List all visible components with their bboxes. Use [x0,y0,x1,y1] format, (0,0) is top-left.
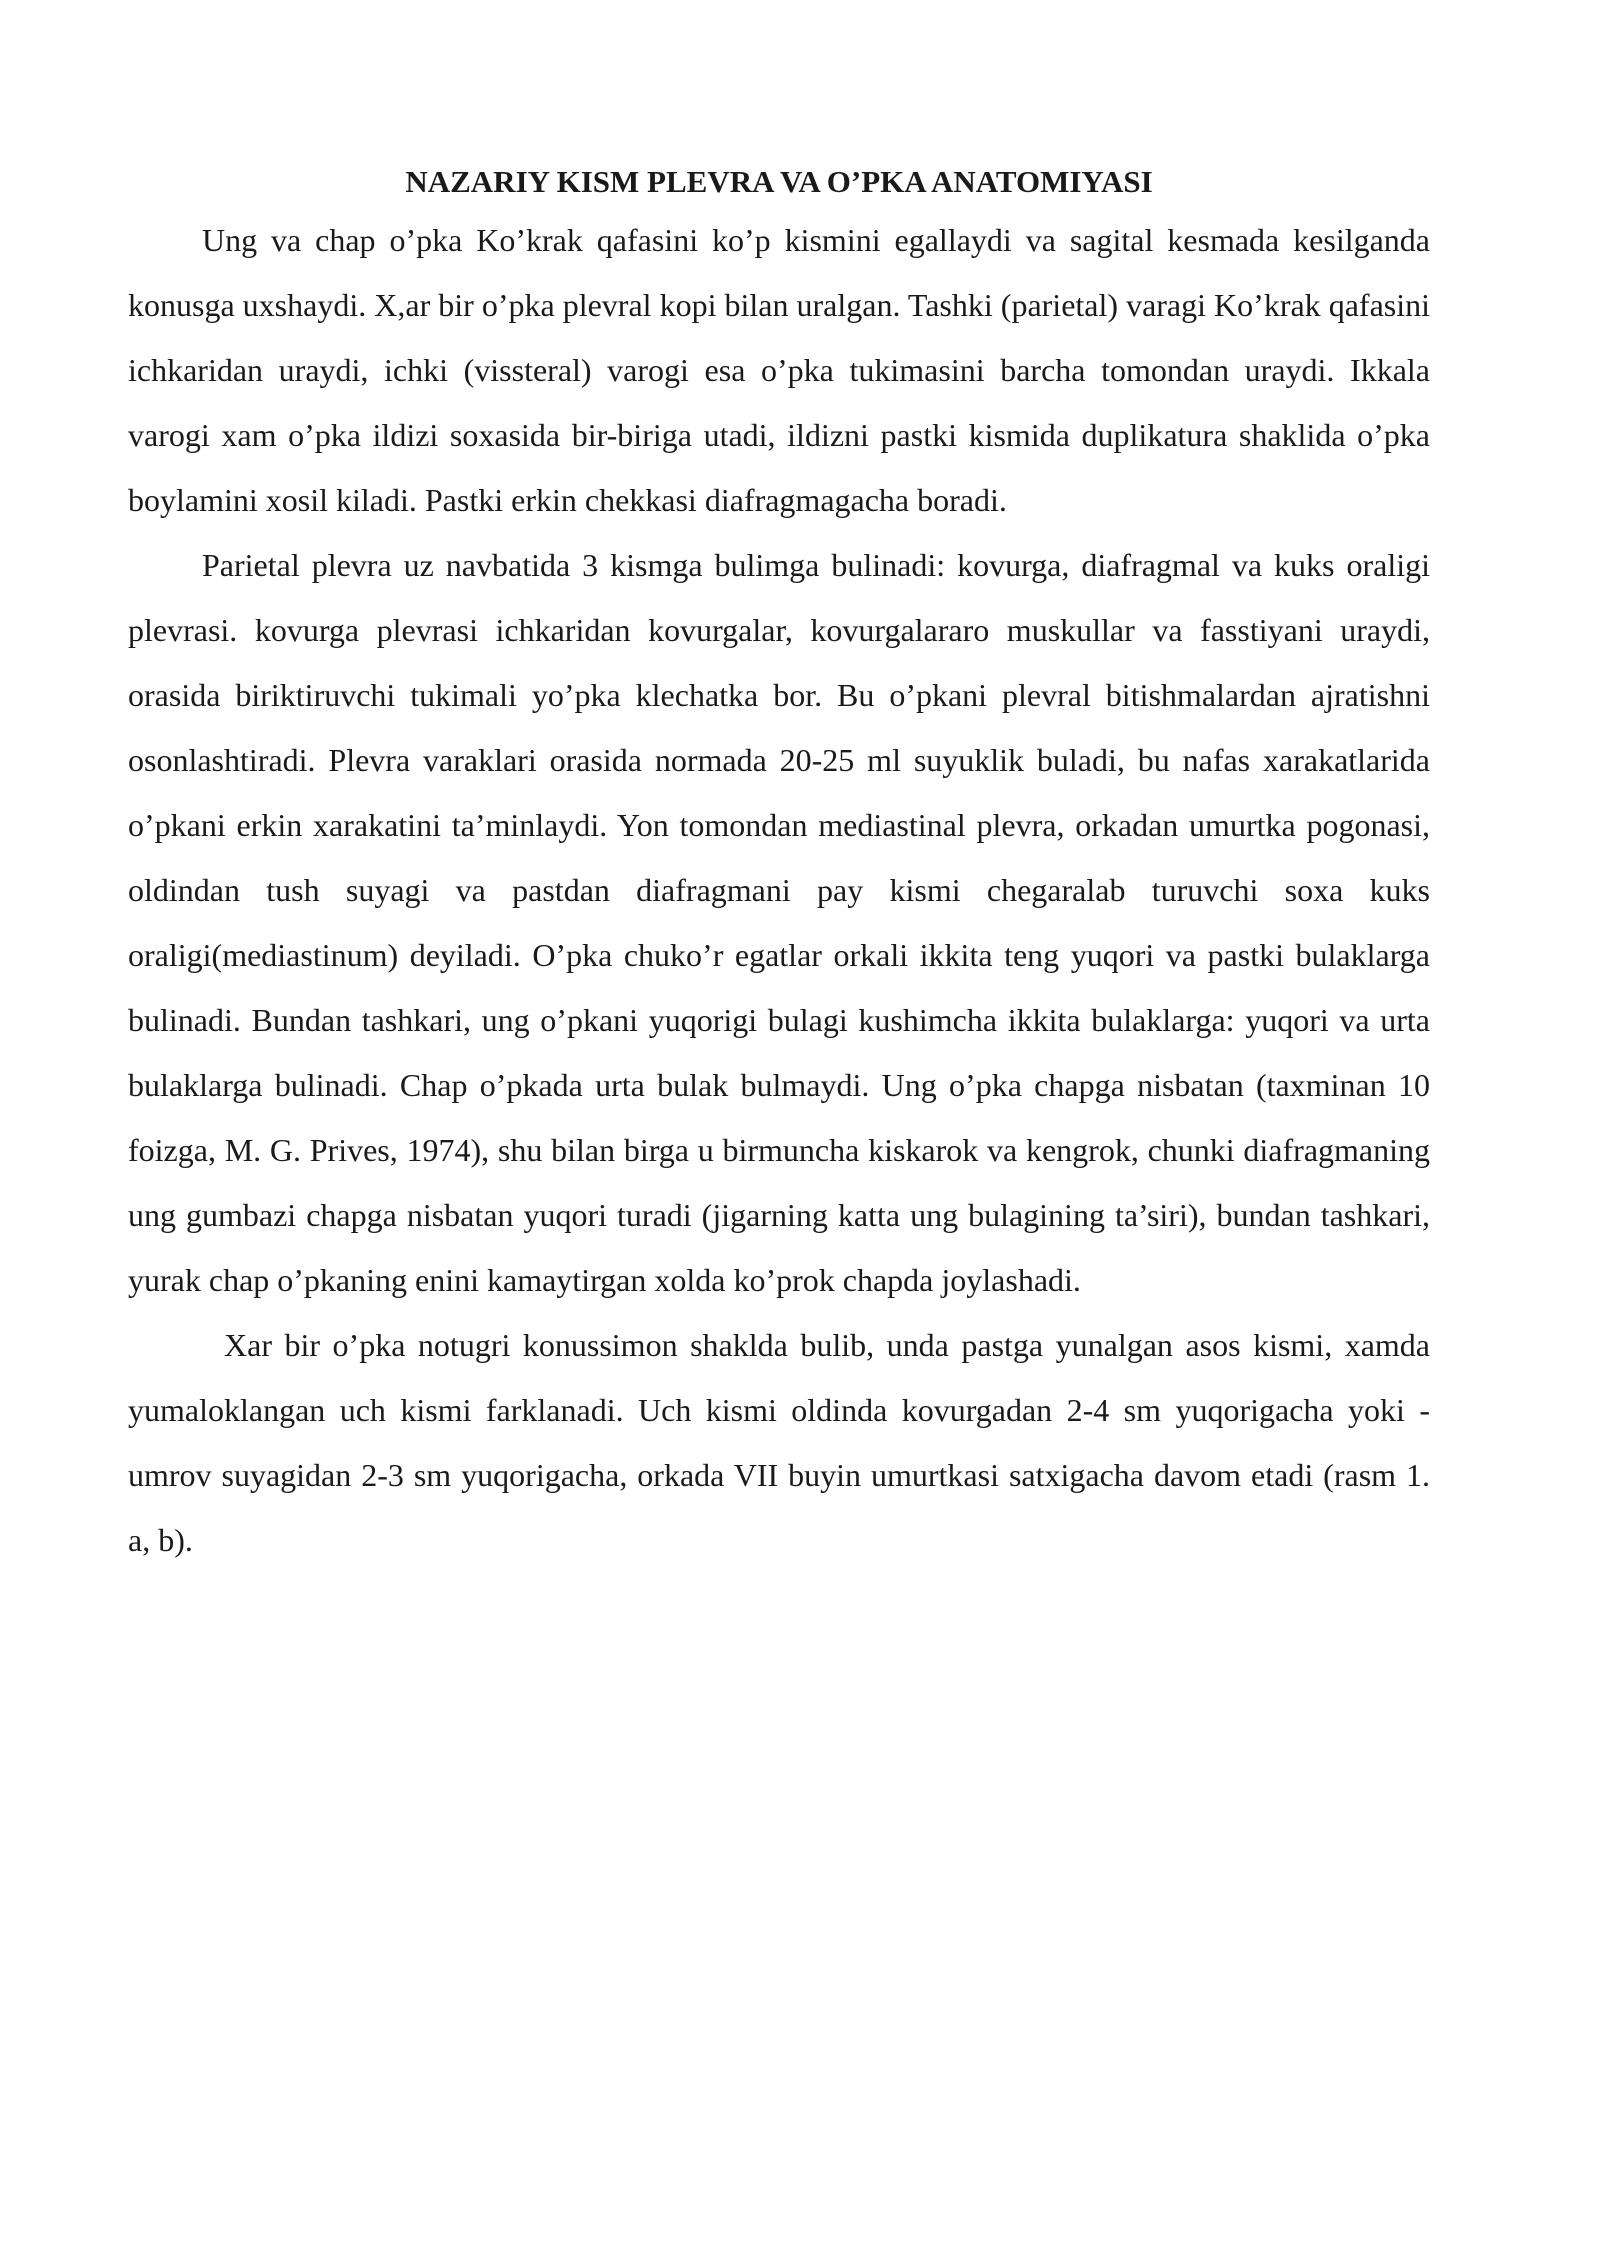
paragraph-lung-shape: Xar bir o’pka notugri konussimon shaklda bulib, unda pastga yunalgan asos kismi, xamda yumaloklangan uch kismi farklanadi. Uch kismi oldinda kovurgadan 2-4 sm yuqorigacha yoki - umrov suyagidan 2-3 sm yuqorigacha, orkada VII buyin umurtkasi satxigacha davom etadi (rasm 1. a, b). [128,1327,1430,1558]
paragraph-parietal-pleura: Parietal plevra uz navbatida 3 kismga bulimga bulinadi: kovurga, diafragmal va kuks oraligi plevrasi. kovurga plevrasi ichkaridan kovurgalar, kovurgalararo muskullar va fasstiyani uraydi, orasida biriktiruvchi tukimali yo’pka klechatka bor. Bu o’pkani plevral bitishmalardan ajratishni osonlashtiradi. Plevra varaklari orasida normada 20-25 ml suyuklik buladi, bu nafas xarakatlarida o’pkani erkin xarakatini ta’minlaydi. Yon tomondan mediastinal plevra, orkadan umurtka pogonasi, oldindan tush suyagi va pastdan diafragmani pay kismi chegaralab turuvchi soxa kuks oraligi(mediastinum) deyiladi. O’pka chuko’r egatlar orkali ikkita teng yuqori va pastki bulaklarga bulinadi. Bundan tashkari, ung o’pkani yuqorigi bulagi kushimcha ikkita bulaklarga: yuqori va urta bulaklarga bulinadi. Chap o’pkada urta bulak bulmaydi. Ung o’pka chapga nisbatan (taxminan 10 foizga, M. G. Prives, 1974), shu bilan birga u birmuncha kiskarok va kengrok, chunki diafragmaning ung gumbazi chapga nisbatan yuqori turadi (jigarning katta ung bulagining ta’siri), bundan tashkari, yurak chap o’pkaning enini kamaytirgan xolda ko’prok chapda joylashadi. [128,547,1430,1298]
document-body [128,156,1430,1573]
paragraph-lung-overview: Ung va chap o’pka Ko’krak qafasini ko’p kismini egallaydi va sagital kesmada kesilganda konusga uxshaydi. X,ar bir o’pka plevral kopi bilan uralgan. Tashki (parietal) varagi Ko’krak qafasini ichkaridan uraydi, ichki (vissteral) varogi esa o’pka tukimasini barcha tomondan uraydi. Ikkala varogi xam o’pka ildizi soxasida bir-biriga utadi, ildizni pastki kismida duplikatura shaklida o’pka boylamini xosil kiladi. Pastki erkin chekkasi diafragmagacha boradi. [128,222,1430,518]
document-title: NAZARIY KISM PLEVRA VA O’PKA ANATOMIYASI [405,164,1153,199]
